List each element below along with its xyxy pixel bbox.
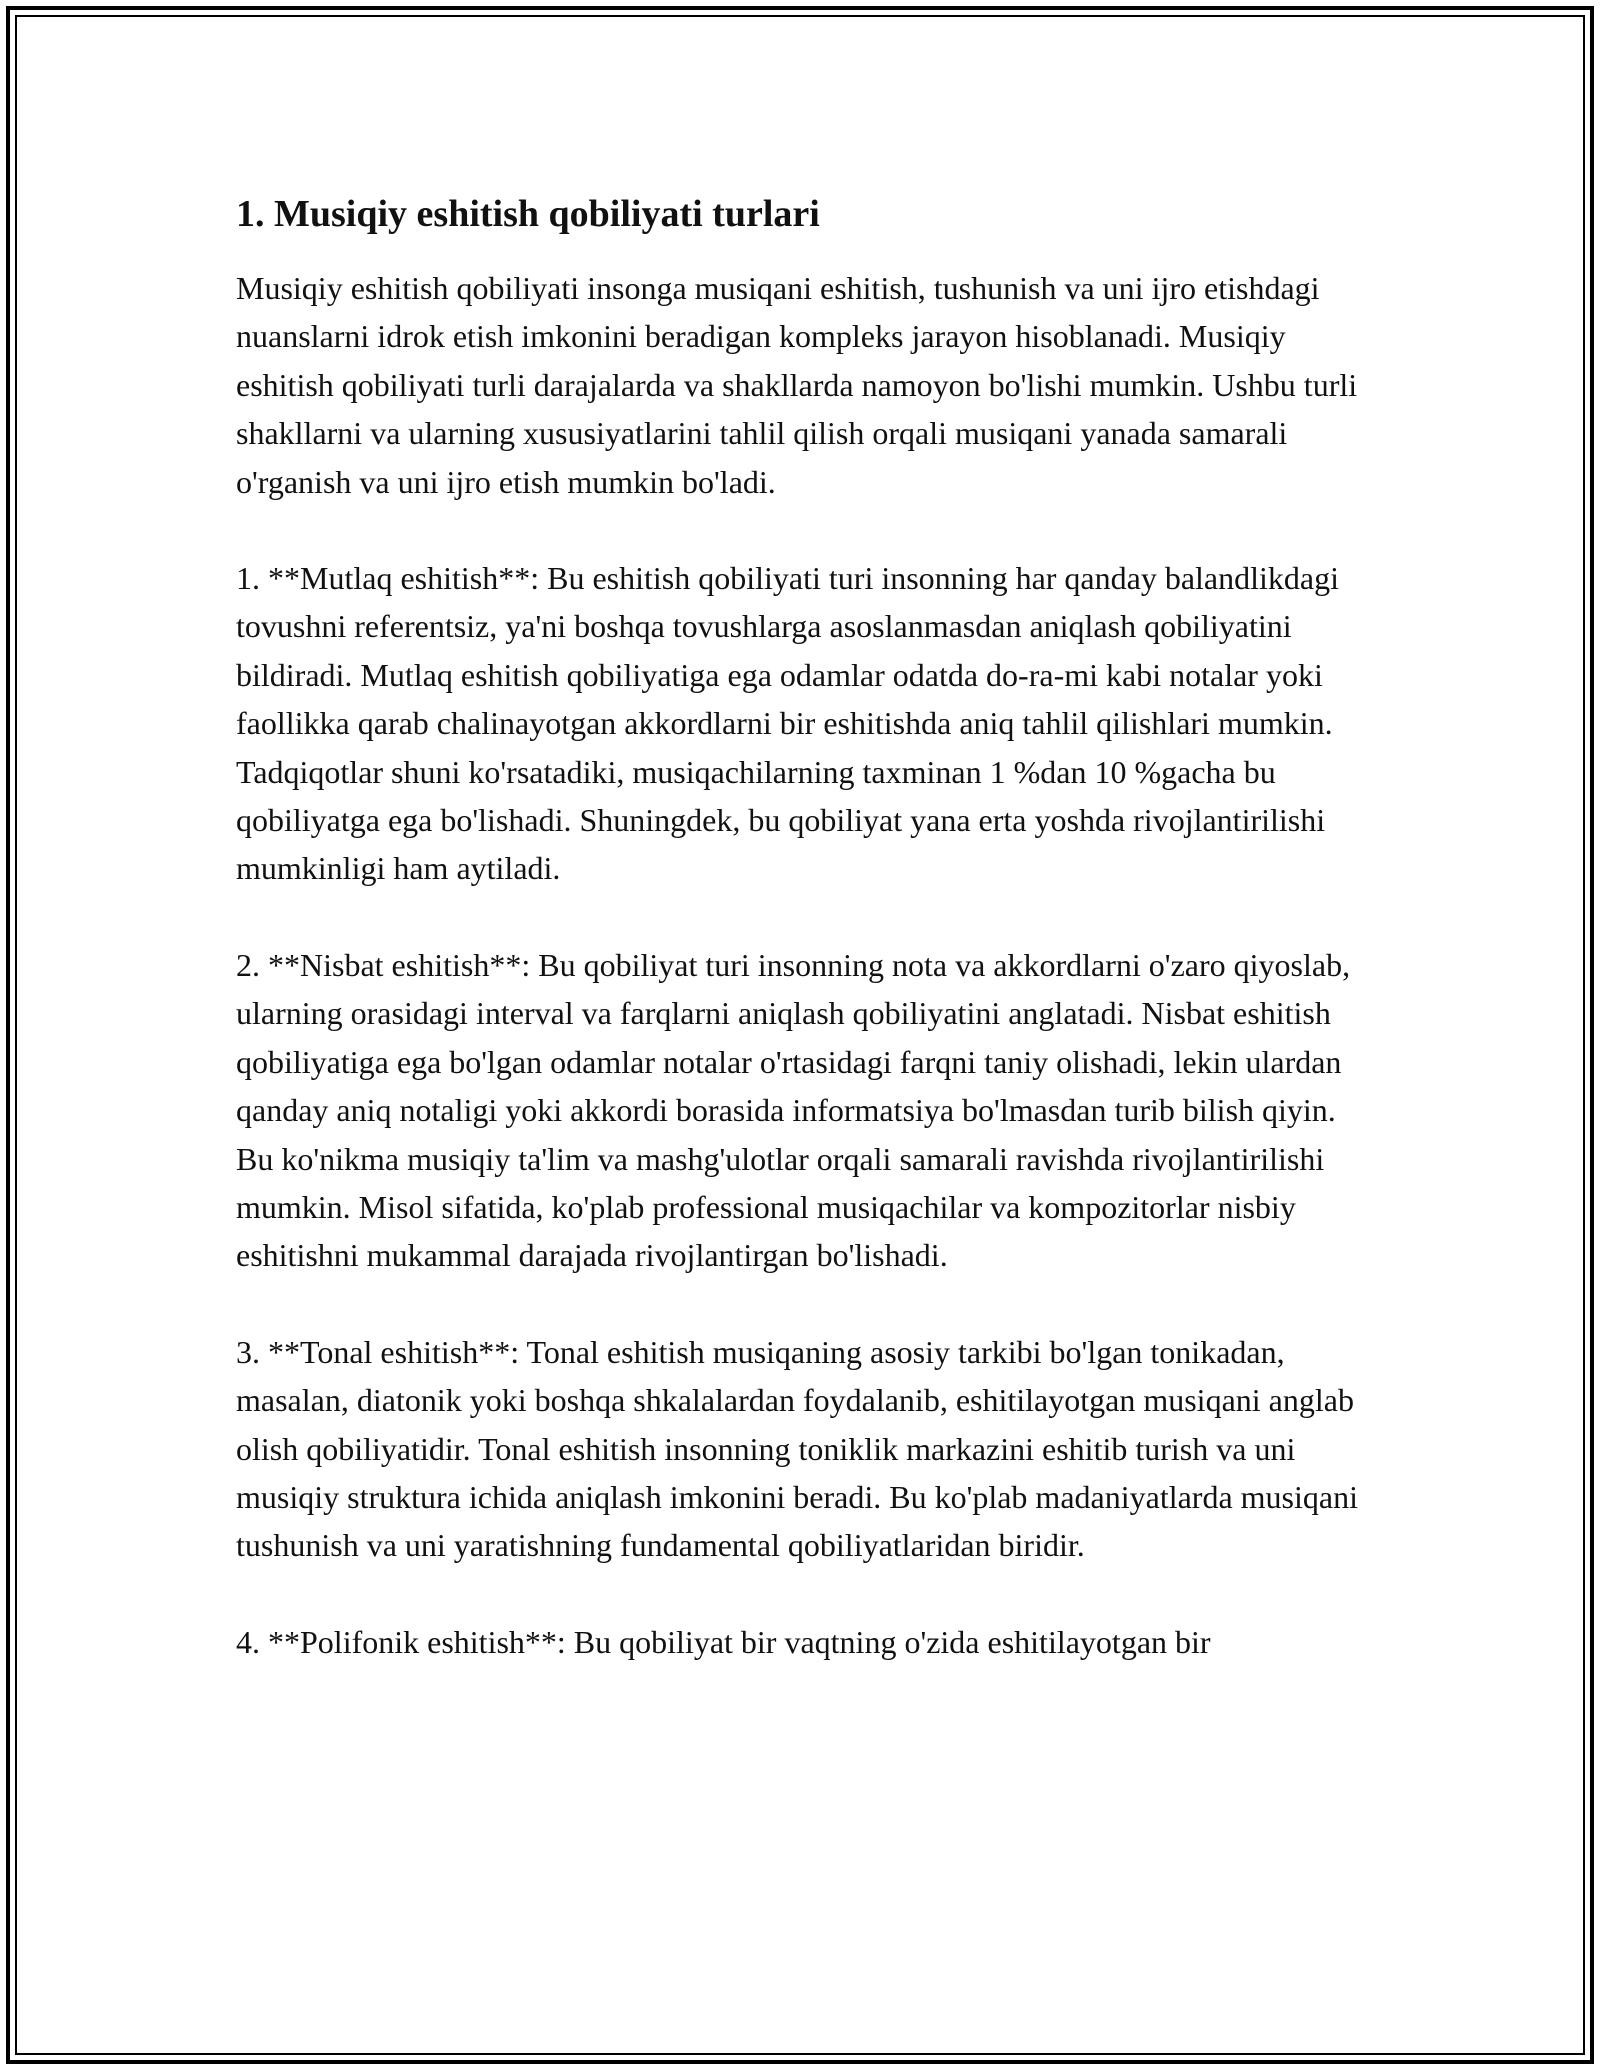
document-title: 1. Musiqiy eshitish qobiliyati turlari [236,193,820,235]
paragraph-absolute-pitch: 1. **Mutlaq eshitish**: Bu eshitish qobiliyati turi insonning har qanday balandlikdagi tovushni referentsiz, ya'ni boshqa tovushlarga asoslanmasdan aniqlash qobiliyatini bildiradi. Mutlaq eshitish qobiliyatiga ega odamlar odatda do-ra-mi kabi notalar yoki faollikka qarab chalinayotgan akkordlarni bir eshitishda aniq tahlil qilishlari mumkin. Tadqiqotlar shuni ko'rsatadiki, musiqachilarning taxminan 1 %dan 10 %gacha bu qobiliyatga ega bo'lishadi. Shuningdek, bu qobiliyat yana erta yoshda rivojlantirilishi mumkinligi ham aytiladi. [236,560,1339,887]
paragraph-intro: Musiqiy eshitish qobiliyati insonga musiqani eshitish, tushunish va uni ijro etishdagi nuanslarni idrok etish imkonini beradigan kompleks jarayon hisoblanadi. Musiqiy eshitish qobiliyati turli darajalarda va shakllarda namoyon bo'lishi mumkin. Ushbu turli shakllarni va ularning xususiyatlarini tahlil qilish orqali musiqani yanada samarali o'rganish va uni ijro etish mumkin bo'ladi. [236,270,1358,500]
paragraph-relative-pitch: 2. **Nisbat eshitish**: Bu qobiliyat turi insonning nota va akkordlarni o'zaro qiyoslab, ularning orasidagi interval va farqlarni aniqlash qobiliyatini anglatadi. Nisbat eshitish qobiliyatiga ega bo'lgan odamlar notalar o'rtasidagi farqni taniy olishadi, lekin ulardan qanday aniq notaligi yoki akkordi borasida informatsiya bo'lmasdan turib bilish qiyin. Bu ko'nikma musiqiy ta'lim va mashg'ulotlar orqali samarali ravishda rivojlantirilishi mumkin. Misol sifatida, ko'plab professional musiqachilar va kompozitorlar nisbiy eshitishni mukammal darajada rivojlantirgan bo'lishadi. [236,946,1351,1274]
document-page [236,186,1376,1714]
paragraph-polyphonic-hearing: 4. **Polifonik eshitish**: Bu qobiliyat bir vaqtning o'zida eshitilayotgan bir [236,1623,1211,1660]
paragraph-tonal-hearing: 3. **Tonal eshitish**: Tonal eshitish musiqaning asosiy tarkibi bo'lgan tonikadan, masalan, diatonik yoki boshqa shkalalardan foydalanib, eshitilayotgan musiqani anglab olish qobiliyatidir. Tonal eshitish insonning toniklik markazini eshitib turish va uni musiqiy struktura ichida aniqlash imkonini beradi. Bu ko'plab madaniyatlarda musiqani tushunish va uni yaratishning fundamental qobiliyatlaridan biridir. [236,1333,1358,1564]
